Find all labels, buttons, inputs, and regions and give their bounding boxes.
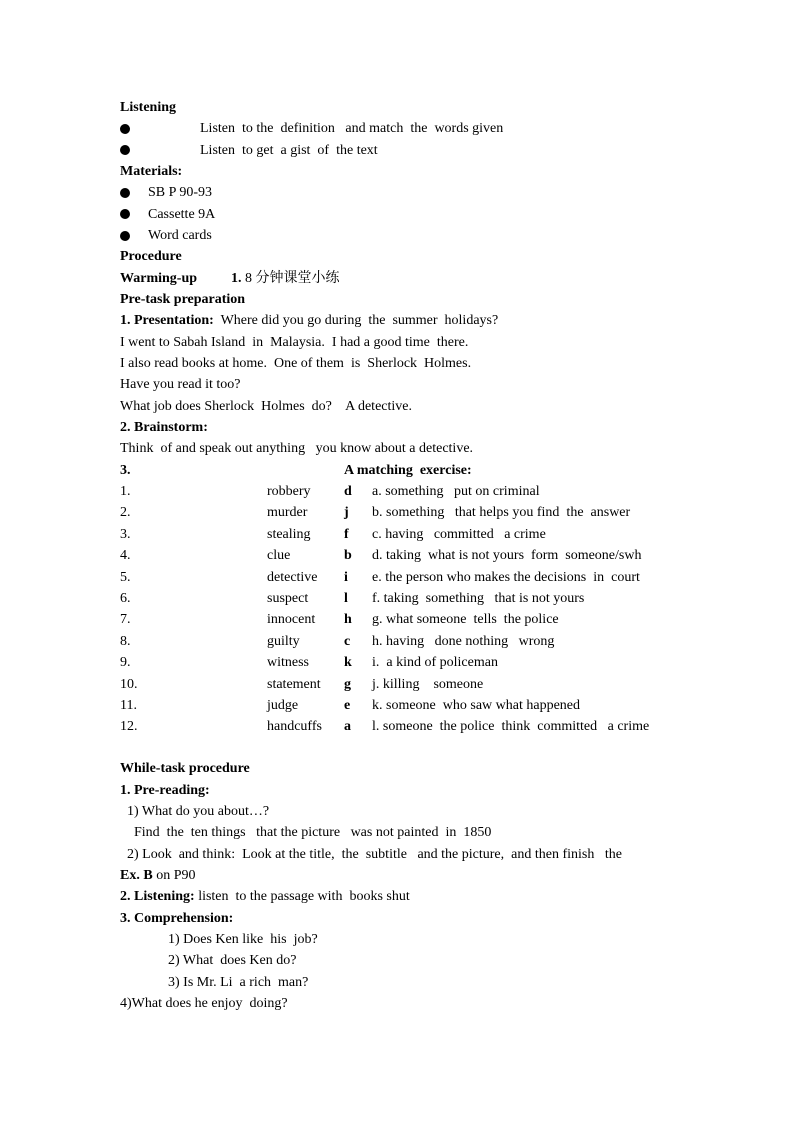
table-row — [120, 654, 720, 672]
row-definition: d. taking what is not yours form someone/swh — [372, 548, 642, 564]
presentation-line-4: Have you read it too? — [120, 377, 241, 392]
prereading-q1: 1) What do you about…? — [120, 804, 270, 819]
exb-line — [120, 867, 195, 885]
row-number: 2. — [120, 505, 131, 521]
row-number: 1. — [120, 484, 131, 499]
row-definition: g. what someone tells the police — [372, 612, 559, 628]
row-word: suspect — [267, 591, 309, 606]
warming-up-num: 1. — [231, 271, 242, 286]
brainstorm-text: Think of and speak out anything you know about a detective. — [120, 441, 474, 456]
row-number: 6. — [120, 591, 131, 606]
row-number: 8. — [120, 633, 131, 649]
presentation-line-5: What job does Sherlock Holmes do? A detective. — [120, 399, 412, 414]
table-row — [120, 633, 720, 651]
row-answer: a — [344, 719, 351, 735]
row-word: murder — [267, 505, 308, 521]
row-answer: g — [344, 676, 351, 692]
listening-label: 2. Listening: — [120, 889, 195, 904]
matching-title: A matching exercise: — [344, 463, 472, 478]
comprehension-q1: 1) Does Ken like his job? — [168, 932, 318, 947]
row-definition: e. the person who makes the decisions in court — [372, 569, 640, 585]
materials-heading: Materials: — [120, 164, 183, 179]
bullet-icon — [120, 188, 130, 198]
row-definition: i. a kind of policeman — [372, 655, 498, 671]
table-row — [120, 590, 720, 608]
row-number: 11. — [120, 698, 137, 713]
table-row — [120, 718, 720, 736]
bullet-icon — [120, 231, 130, 241]
table-row — [120, 697, 720, 715]
brainstorm-label: 2. Brainstorm: — [120, 420, 208, 435]
row-word: guilty — [267, 633, 300, 649]
material-item-3: Word cards — [148, 228, 212, 243]
presentation-line-1 — [120, 312, 498, 330]
exb-label: Ex. B — [120, 868, 153, 883]
row-answer: d — [344, 484, 352, 499]
material-item-2: Cassette 9A — [148, 207, 216, 222]
row-number: 10. — [120, 676, 138, 692]
comprehension-q4: 4)What does he enjoy doing? — [120, 996, 288, 1011]
pretask-heading: Pre-task preparation — [120, 292, 246, 307]
comprehension-q2: 2) What does Ken do? — [168, 953, 297, 968]
prereading-q1-sub: Find the ten things that the picture was not painted in 1850 — [120, 825, 492, 840]
row-number: 3. — [120, 526, 131, 542]
bullet-icon — [120, 145, 130, 155]
row-definition: c. having committed a crime — [372, 526, 546, 542]
table-row — [120, 504, 720, 522]
table-row — [120, 547, 720, 565]
row-definition: a. something put on criminal — [372, 484, 540, 499]
row-number: 4. — [120, 548, 131, 564]
row-word: clue — [267, 548, 291, 564]
listening-heading: Listening — [120, 100, 177, 115]
row-number: 9. — [120, 655, 131, 671]
listening-objective-2: Listen to get a gist of the text — [200, 143, 378, 158]
table-row — [120, 611, 720, 629]
prereading-q2: 2) Look and think: Look at the title, the subtitle and the picture, and then finish the — [120, 847, 622, 862]
row-number: 12. — [120, 719, 138, 735]
table-row — [120, 676, 720, 694]
listening-text: listen to the passage with books shut — [194, 889, 410, 904]
row-answer: f — [344, 526, 349, 542]
warming-up-text — [231, 270, 340, 288]
row-word: detective — [267, 569, 318, 585]
table-row — [120, 526, 720, 544]
prereading-label: 1. Pre-reading: — [120, 783, 210, 798]
row-answer: k — [344, 655, 352, 671]
comprehension-label: 3. Comprehension: — [120, 911, 234, 926]
row-word: stealing — [267, 526, 311, 542]
row-answer: h — [344, 612, 352, 628]
row-word: judge — [267, 698, 299, 713]
row-definition: j. killing someone — [372, 676, 484, 692]
warming-up-label: Warming-up — [120, 271, 198, 286]
row-word: handcuffs — [267, 719, 322, 735]
presentation-line-3: I also read books at home. One of them is Sherlock Holmes. — [120, 356, 472, 371]
row-number: 7. — [120, 612, 131, 628]
row-answer: l — [344, 591, 348, 606]
row-word: statement — [267, 676, 321, 692]
table-row — [120, 569, 720, 587]
row-definition: h. having done nothing wrong — [372, 633, 555, 649]
bullet-icon — [120, 124, 130, 134]
listening-objective-1: Listen to the definition and match the words given — [200, 121, 504, 136]
warming-up-desc: 8 分钟课堂小练 — [241, 271, 340, 286]
row-definition: k. someone who saw what happened — [372, 698, 581, 713]
row-answer: c — [344, 633, 351, 649]
presentation-line-2: I went to Sabah Island in Malaysia. I had a good time there. — [120, 335, 469, 350]
row-definition: l. someone the police think committed a crime — [372, 719, 650, 735]
matching-num: 3. — [120, 463, 131, 478]
exb-text: on P90 — [152, 868, 196, 883]
row-definition: f. taking something that is not yours — [372, 591, 585, 606]
comprehension-q3: 3) Is Mr. Li a rich man? — [168, 975, 309, 990]
row-word: robbery — [267, 484, 311, 499]
presentation-label: 1. Presentation: — [120, 313, 214, 328]
listening-line — [120, 888, 410, 906]
row-definition: b. something that helps you find the answer — [372, 505, 631, 521]
row-number: 5. — [120, 569, 131, 585]
row-answer: i — [344, 569, 348, 585]
presentation-text: Where did you go during the summer holidays? — [213, 313, 499, 328]
row-answer: e — [344, 698, 351, 713]
bullet-icon — [120, 209, 130, 219]
row-word: witness — [267, 655, 309, 671]
table-row — [120, 483, 720, 501]
row-word: innocent — [267, 612, 316, 628]
row-answer: b — [344, 548, 352, 564]
material-item-1: SB P 90-93 — [148, 185, 213, 200]
row-answer: j — [344, 505, 349, 521]
whiletask-heading: While-task procedure — [120, 761, 250, 776]
procedure-heading: Procedure — [120, 249, 182, 264]
